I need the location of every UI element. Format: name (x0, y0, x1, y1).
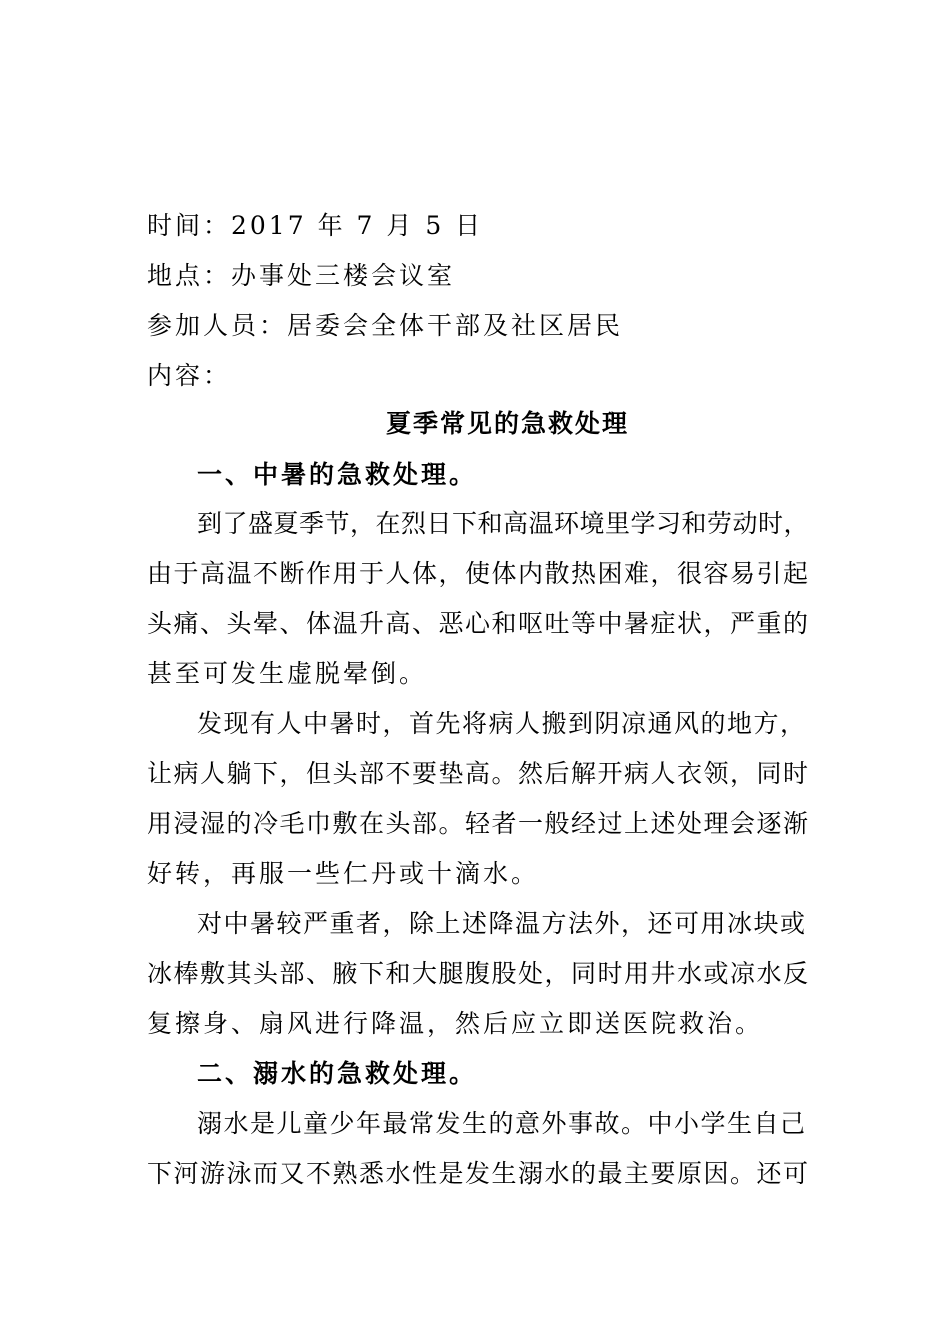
meeting-place: 地点：办事处三楼会议室 (147, 261, 456, 290)
paragraph-line: 发现有人中暑时，首先将病人搬到阴凉通风的地方， (197, 709, 807, 738)
paragraph-line: 冰棒敷其头部、腋下和大腿腹股处，同时用井水或凉水反 (147, 959, 810, 988)
meeting-time: 时间：2017 年 7 月 5 日 (147, 211, 484, 240)
content-label: 内容： (147, 361, 232, 390)
paragraph-line: 头痛、头晕、体温升高、恶心和呕吐等中暑症状，严重的 (147, 609, 810, 638)
paragraph-line: 溺水是儿童少年最常发生的意外事故。中小学生自己 (197, 1109, 807, 1138)
paragraph-line: 复擦身、扇风进行降温，然后应立即送医院救治。 (147, 1009, 764, 1038)
paragraph-line: 用浸湿的冷毛巾敷在头部。轻者一般经过上述处理会逐渐 (147, 809, 810, 838)
paragraph-line: 对中暑较严重者，除上述降温方法外，还可用冰块或 (197, 909, 807, 938)
document-title: 夏季常见的急救处理 (386, 409, 630, 438)
paragraph-line: 甚至可发生虚脱晕倒。 (147, 659, 428, 688)
paragraph-line: 下河游泳而又不熟悉水性是发生溺水的最主要原因。还可 (147, 1159, 810, 1188)
section-heading-drowning: 二、溺水的急救处理。 (197, 1059, 478, 1088)
section-heading-heatstroke: 一、中暑的急救处理。 (197, 460, 478, 489)
paragraph-line: 好转，再服一些仁丹或十滴水。 (147, 859, 540, 888)
paragraph-line: 到了盛夏季节，在烈日下和高温环境里学习和劳动时， (197, 509, 810, 538)
paragraph-line: 让病人躺下，但头部不要垫高。然后解开病人衣领，同时 (147, 759, 810, 788)
paragraph-line: 由于高温不断作用于人体，使体内散热困难，很容易引起 (147, 559, 810, 588)
meeting-participants: 参加人员：居委会全体干部及社区居民 (147, 311, 624, 340)
